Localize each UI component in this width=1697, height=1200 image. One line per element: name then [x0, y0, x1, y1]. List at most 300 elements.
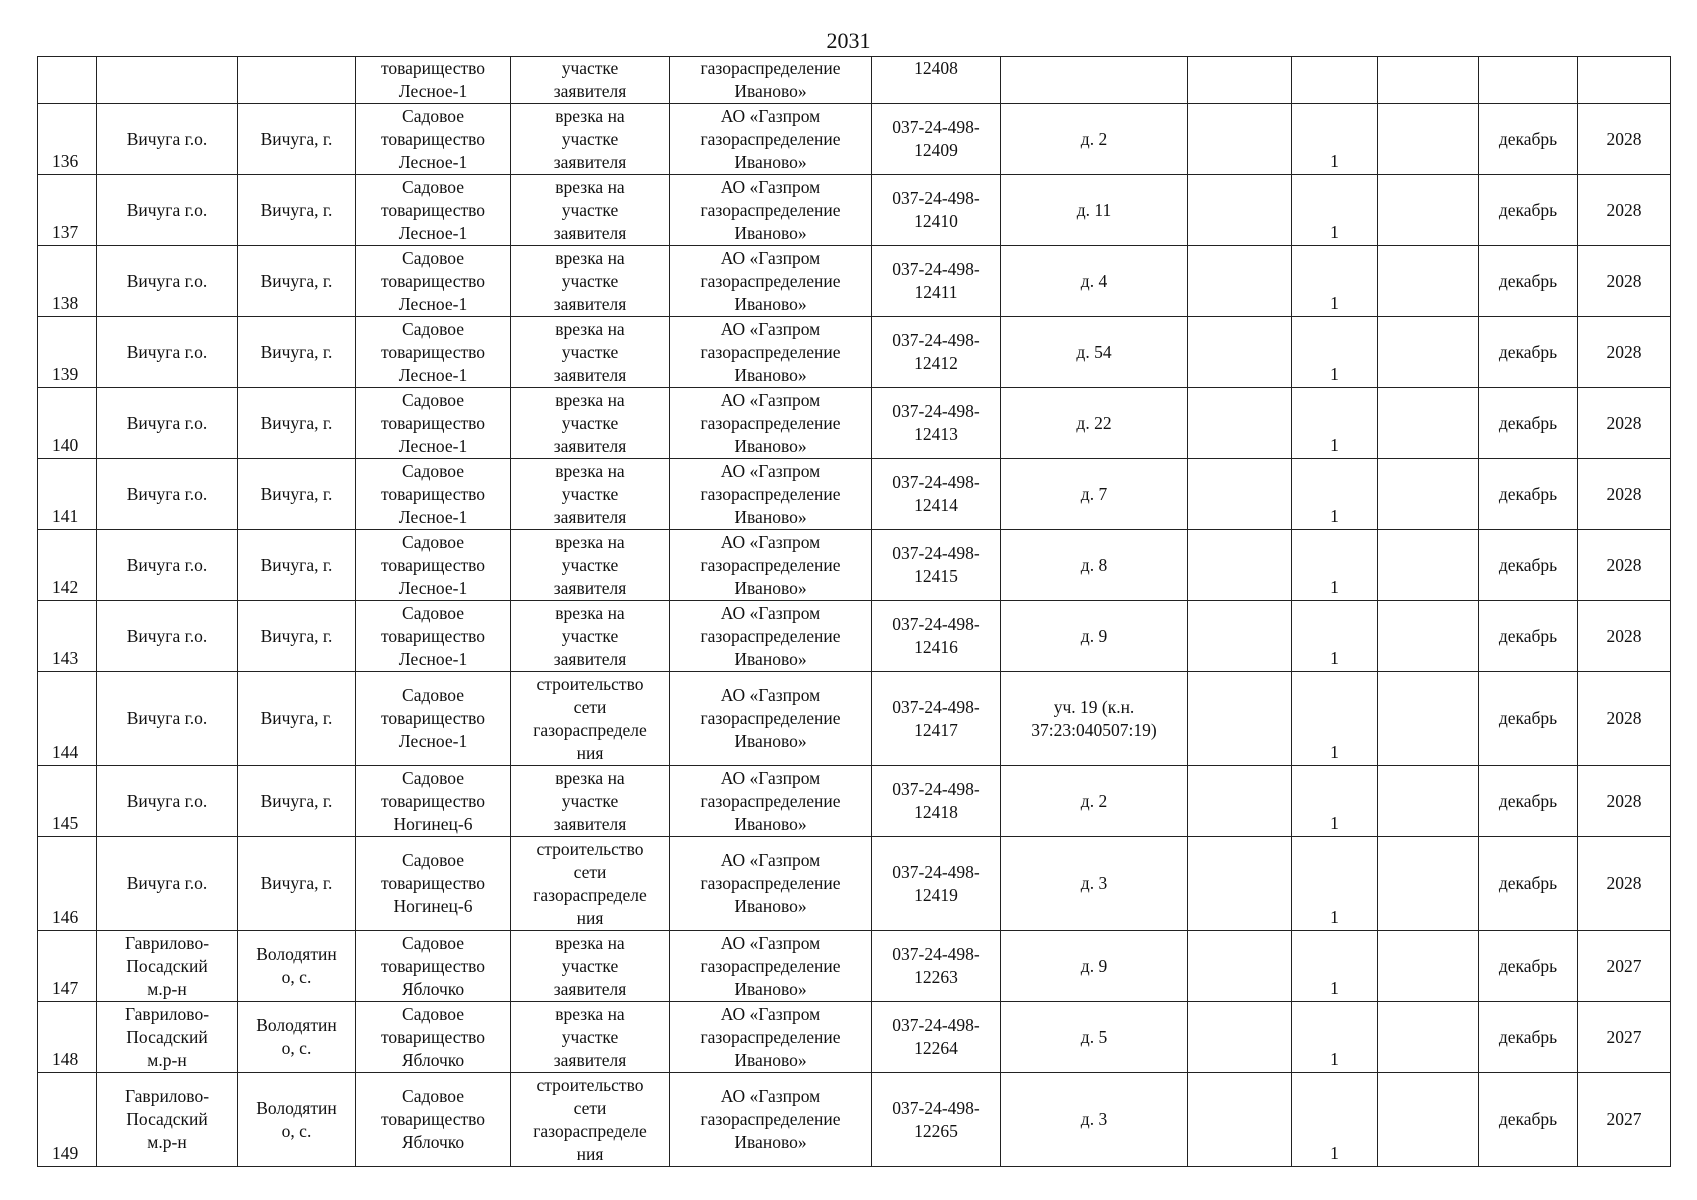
- cell-work-type: [511, 672, 670, 766]
- cell-locality: [238, 530, 356, 601]
- cell-address-line: 37:23:040507:19): [1031, 719, 1157, 740]
- cell-work-type-line: заявителя: [553, 648, 627, 669]
- cell-settlement-line: Садовое: [402, 850, 464, 870]
- cell-locality: [238, 837, 356, 931]
- cell-settlement: [356, 246, 511, 317]
- cell-organization-line: газораспределение: [700, 58, 841, 78]
- cell-settlement: [356, 388, 511, 459]
- cell-organization: [670, 1073, 872, 1167]
- cell-quantity: [1292, 57, 1378, 104]
- cell-settlement: [356, 931, 511, 1002]
- gas-connection-table: [37, 56, 1671, 1167]
- cell-district: [97, 837, 238, 931]
- cell-number: 149: [38, 1073, 97, 1167]
- cell-locality-line: Володятин: [256, 944, 337, 964]
- cell-code: [872, 57, 1001, 104]
- cell-code-line: 12418: [914, 802, 958, 822]
- cell-settlement: [356, 1002, 511, 1073]
- cell-quantity: 1: [1292, 388, 1378, 459]
- cell-locality: [238, 766, 356, 837]
- cell-organization: [670, 1002, 872, 1073]
- cell-organization-line: АО «Газпром: [720, 1003, 821, 1024]
- cell-settlement-line: товарищество: [380, 1109, 486, 1129]
- cell-settlement-line: Садовое: [402, 602, 464, 623]
- cell-address-line: д. 7: [1080, 483, 1108, 504]
- cell-organization-line: газораспределение: [700, 1109, 841, 1129]
- cell-organization-line: газораспределение: [700, 483, 841, 504]
- cell-empty-1: [1188, 57, 1292, 104]
- cell-district-line: Вичуга г.о.: [126, 128, 208, 149]
- cell-work-type-line: врезка на: [555, 247, 625, 268]
- cell-year: 2028: [1578, 246, 1671, 317]
- cell-work-type-line: заявителя: [553, 577, 627, 598]
- cell-year: 2028: [1578, 672, 1671, 766]
- cell-work-type-line: ния: [576, 742, 604, 763]
- cell-empty-1: [1188, 1073, 1292, 1167]
- cell-organization-line: Иваново»: [734, 978, 807, 999]
- cell-address-line: д. 9: [1080, 625, 1108, 646]
- cell-district-line: Гаврилово-: [124, 932, 210, 953]
- cell-code: [872, 104, 1001, 175]
- cell-locality: [238, 1073, 356, 1167]
- cell-code-line: 037-24-498-: [892, 1015, 980, 1035]
- cell-number: 136: [38, 104, 97, 175]
- cell-work-type-line: участке: [561, 955, 619, 976]
- cell-work-type: [511, 317, 670, 388]
- cell-district: [97, 104, 238, 175]
- cell-month: декабрь: [1479, 766, 1578, 837]
- cell-work-type-line: строительство: [536, 838, 644, 859]
- cell-number: 145: [38, 766, 97, 837]
- cell-district-line: м.р-н: [147, 978, 187, 999]
- cell-district: [97, 931, 238, 1002]
- cell-settlement-line: товарищество: [380, 955, 486, 976]
- cell-quantity: 1: [1292, 766, 1378, 837]
- cell-work-type-line: газораспределе: [533, 1120, 647, 1141]
- table-row: [38, 1073, 1671, 1167]
- cell-empty-1: [1188, 672, 1292, 766]
- cell-code-line: 037-24-498-: [892, 944, 980, 964]
- cell-locality: [238, 246, 356, 317]
- cell-work-type-line: участке: [561, 1026, 619, 1047]
- cell-year: 2028: [1578, 459, 1671, 530]
- cell-quantity: 1: [1292, 672, 1378, 766]
- cell-locality-line: Вичуга, г.: [260, 412, 333, 433]
- cell-work-type-line: врезка на: [555, 176, 625, 197]
- cell-settlement-line: Садовое: [402, 105, 464, 126]
- cell-code: [872, 601, 1001, 672]
- cell-organization: [670, 459, 872, 530]
- cell-settlement: [356, 317, 511, 388]
- cell-code: [872, 766, 1001, 837]
- cell-month: декабрь: [1479, 388, 1578, 459]
- cell-settlement-line: Садовое: [402, 460, 464, 481]
- cell-month: [1479, 57, 1578, 104]
- cell-month: декабрь: [1479, 1002, 1578, 1073]
- cell-organization-line: АО «Газпром: [720, 318, 821, 339]
- cell-organization-line: газораспределение: [700, 554, 841, 575]
- cell-organization: [670, 175, 872, 246]
- cell-district-line: Вичуга г.о.: [126, 625, 208, 646]
- cell-settlement-line: товарищество: [380, 58, 486, 78]
- cell-locality-line: о, с.: [281, 967, 312, 987]
- cell-month: декабрь: [1479, 104, 1578, 175]
- cell-locality-line: Вичуга, г.: [260, 625, 333, 646]
- cell-settlement-line: Садовое: [402, 1086, 464, 1106]
- cell-empty-2: [1378, 246, 1479, 317]
- cell-settlement-line: Лесное-1: [398, 435, 468, 456]
- cell-work-type-line: врезка на: [555, 531, 625, 552]
- cell-settlement-line: Яблочко: [401, 1049, 465, 1070]
- cell-district-line: м.р-н: [147, 1049, 187, 1070]
- cell-organization-line: Иваново»: [734, 648, 807, 669]
- cell-locality: [238, 601, 356, 672]
- cell-work-type: [511, 1073, 670, 1167]
- cell-organization-line: АО «Газпром: [720, 602, 821, 623]
- cell-year: 2027: [1578, 931, 1671, 1002]
- cell-work-type-line: заявителя: [553, 151, 627, 172]
- cell-code-line: 037-24-498-: [892, 188, 980, 208]
- cell-work-type-line: участке: [561, 483, 619, 504]
- cell-address: [1001, 530, 1188, 601]
- cell-settlement-line: Лесное-1: [398, 731, 468, 751]
- cell-code-line: 037-24-498-: [892, 330, 980, 350]
- cell-organization-line: газораспределение: [700, 1026, 841, 1047]
- cell-settlement-line: Садовое: [402, 389, 464, 410]
- cell-settlement-line: товарищество: [380, 128, 486, 149]
- cell-district: [97, 246, 238, 317]
- cell-code-line: 037-24-498-: [892, 861, 980, 882]
- cell-month: декабрь: [1479, 672, 1578, 766]
- cell-organization-line: Иваново»: [734, 222, 807, 243]
- cell-empty-1: [1188, 1002, 1292, 1073]
- cell-settlement-line: Лесное-1: [398, 364, 468, 385]
- cell-district-line: Гаврилово-: [124, 1086, 210, 1106]
- table-row: [38, 672, 1671, 766]
- cell-number: 141: [38, 459, 97, 530]
- cell-locality-line: Володятин: [256, 1015, 337, 1035]
- cell-address-line: уч. 19 (к.н.: [1053, 696, 1135, 717]
- cell-empty-2: [1378, 1002, 1479, 1073]
- cell-settlement-line: товарищество: [380, 790, 486, 811]
- cell-locality-line: Вичуга, г.: [260, 128, 333, 149]
- cell-work-type-line: сети: [573, 861, 607, 882]
- cell-organization: [670, 246, 872, 317]
- cell-organization-line: Иваново»: [734, 151, 807, 172]
- cell-organization-line: Иваново»: [734, 435, 807, 456]
- cell-district-line: Вичуга г.о.: [126, 199, 208, 220]
- cell-number: 138: [38, 246, 97, 317]
- cell-district-line: Вичуга г.о.: [126, 708, 208, 728]
- cell-year: 2027: [1578, 1073, 1671, 1167]
- cell-work-type-line: сети: [573, 1097, 607, 1118]
- cell-address: [1001, 104, 1188, 175]
- cell-settlement-line: товарищество: [380, 483, 486, 504]
- cell-empty-2: [1378, 104, 1479, 175]
- cell-year: [1578, 57, 1671, 104]
- cell-work-type-line: врезка на: [555, 389, 625, 410]
- cell-locality-line: о, с.: [281, 1038, 312, 1058]
- cell-year: 2028: [1578, 388, 1671, 459]
- cell-settlement-line: товарищество: [380, 270, 486, 291]
- cell-locality-line: Вичуга, г.: [260, 790, 333, 811]
- cell-empty-2: [1378, 388, 1479, 459]
- cell-code: [872, 530, 1001, 601]
- cell-locality-line: Вичуга, г.: [260, 708, 333, 728]
- cell-month: декабрь: [1479, 246, 1578, 317]
- cell-organization-line: Иваново»: [734, 506, 807, 527]
- cell-empty-1: [1188, 104, 1292, 175]
- cell-code: [872, 931, 1001, 1002]
- cell-organization-line: Иваново»: [734, 364, 807, 385]
- cell-organization-line: газораспределение: [700, 128, 841, 149]
- cell-locality-line: Володятин: [256, 1097, 337, 1118]
- cell-organization-line: АО «Газпром: [720, 389, 821, 410]
- cell-code-line: 12409: [914, 140, 958, 160]
- cell-organization-line: АО «Газпром: [720, 176, 821, 197]
- cell-work-type-line: участке: [561, 790, 619, 811]
- cell-settlement-line: товарищество: [380, 873, 486, 893]
- cell-code: [872, 317, 1001, 388]
- cell-organization-line: АО «Газпром: [720, 460, 821, 481]
- cell-district-line: Вичуга г.о.: [126, 554, 208, 575]
- cell-settlement-line: Садовое: [402, 531, 464, 552]
- cell-organization: [670, 530, 872, 601]
- cell-organization-line: Иваново»: [734, 1132, 807, 1152]
- cell-year: 2028: [1578, 104, 1671, 175]
- cell-work-type-line: газораспределе: [533, 884, 647, 905]
- cell-work-type-line: газораспределе: [533, 719, 647, 740]
- cell-code-line: 037-24-498-: [892, 1097, 980, 1118]
- cell-month: декабрь: [1479, 1073, 1578, 1167]
- cell-work-type-line: врезка на: [555, 460, 625, 481]
- cell-locality-line: о, с.: [281, 1120, 312, 1141]
- cell-locality: [238, 672, 356, 766]
- cell-work-type-line: заявителя: [553, 81, 627, 101]
- cell-code-line: 12416: [914, 637, 958, 657]
- table-row: [38, 931, 1671, 1002]
- cell-month: декабрь: [1479, 175, 1578, 246]
- cell-locality: [238, 1002, 356, 1073]
- cell-work-type: [511, 530, 670, 601]
- table-row: [38, 175, 1671, 246]
- cell-code: [872, 246, 1001, 317]
- cell-organization: [670, 317, 872, 388]
- cell-code-line: 037-24-498-: [892, 259, 980, 279]
- cell-work-type-line: участке: [561, 58, 619, 78]
- cell-settlement-line: Яблочко: [401, 978, 465, 999]
- cell-number: 148: [38, 1002, 97, 1073]
- cell-work-type-line: ния: [576, 907, 604, 928]
- cell-work-type: [511, 1002, 670, 1073]
- cell-locality: [238, 317, 356, 388]
- cell-year: 2028: [1578, 530, 1671, 601]
- cell-district: [97, 57, 238, 104]
- cell-address-line: д. 22: [1076, 412, 1112, 433]
- cell-year: 2027: [1578, 1002, 1671, 1073]
- cell-settlement-line: Садовое: [402, 247, 464, 268]
- cell-settlement-line: Садовое: [402, 767, 464, 788]
- cell-district: [97, 766, 238, 837]
- cell-code-line: 037-24-498-: [892, 543, 980, 563]
- cell-quantity: 1: [1292, 459, 1378, 530]
- cell-address: [1001, 246, 1188, 317]
- cell-code-line: 12415: [914, 566, 958, 586]
- cell-quantity: 1: [1292, 530, 1378, 601]
- cell-code: [872, 388, 1001, 459]
- cell-work-type-line: строительство: [536, 673, 644, 694]
- cell-locality: [238, 175, 356, 246]
- cell-settlement-line: Садовое: [402, 1003, 464, 1024]
- cell-address-line: д. 9: [1080, 955, 1108, 976]
- cell-locality-line: Вичуга, г.: [260, 554, 333, 575]
- cell-address-line: д. 11: [1076, 199, 1112, 220]
- table-row-continuation: [38, 57, 1671, 104]
- cell-code-line: 037-24-498-: [892, 117, 980, 137]
- cell-settlement-line: Лесное-1: [398, 293, 468, 314]
- table-row: [38, 1002, 1671, 1073]
- cell-work-type: [511, 388, 670, 459]
- cell-organization-line: АО «Газпром: [720, 531, 821, 552]
- cell-settlement-line: товарищество: [380, 708, 486, 728]
- cell-locality: [238, 388, 356, 459]
- cell-quantity: 1: [1292, 104, 1378, 175]
- cell-organization-line: газораспределение: [700, 341, 841, 362]
- cell-settlement-line: Лесное-1: [398, 81, 468, 101]
- cell-address-line: д. 2: [1080, 790, 1108, 811]
- table-row: [38, 388, 1671, 459]
- cell-address-line: д. 3: [1080, 1109, 1108, 1129]
- cell-settlement-line: Лесное-1: [398, 648, 468, 669]
- cell-year: 2028: [1578, 175, 1671, 246]
- table-row: [38, 317, 1671, 388]
- cell-work-type-line: участке: [561, 341, 619, 362]
- cell-code-line: 12417: [914, 719, 958, 740]
- cell-quantity: 1: [1292, 246, 1378, 317]
- cell-work-type-line: заявителя: [553, 364, 627, 385]
- cell-work-type-line: участке: [561, 554, 619, 575]
- cell-address-line: д. 8: [1080, 554, 1108, 575]
- cell-settlement-line: товарищество: [380, 199, 486, 220]
- cell-empty-2: [1378, 766, 1479, 837]
- cell-empty-2: [1378, 530, 1479, 601]
- cell-organization-line: АО «Газпром: [720, 1086, 821, 1106]
- cell-district-line: Вичуга г.о.: [126, 341, 208, 362]
- cell-work-type: [511, 459, 670, 530]
- cell-empty-1: [1188, 388, 1292, 459]
- cell-settlement: [356, 104, 511, 175]
- cell-district-line: м.р-н: [147, 1132, 187, 1152]
- cell-code-line: 12265: [914, 1120, 958, 1141]
- cell-organization-line: газораспределение: [700, 625, 841, 646]
- cell-organization: [670, 104, 872, 175]
- cell-settlement-line: товарищество: [380, 554, 486, 575]
- cell-organization-line: АО «Газпром: [720, 685, 821, 705]
- cell-organization-line: газораспределение: [700, 708, 841, 728]
- cell-settlement: [356, 766, 511, 837]
- cell-code-line: 12419: [914, 884, 958, 905]
- cell-organization: [670, 672, 872, 766]
- cell-district: [97, 530, 238, 601]
- cell-locality-line: Вичуга, г.: [260, 341, 333, 362]
- cell-district-line: Гаврилово-: [124, 1003, 210, 1024]
- cell-organization-line: АО «Газпром: [720, 247, 821, 268]
- cell-organization-line: газораспределение: [700, 199, 841, 220]
- cell-organization: [670, 931, 872, 1002]
- cell-number: 137: [38, 175, 97, 246]
- cell-empty-2: [1378, 931, 1479, 1002]
- cell-quantity: 1: [1292, 175, 1378, 246]
- cell-address: [1001, 459, 1188, 530]
- cell-organization: [670, 837, 872, 931]
- cell-settlement-line: Лесное-1: [398, 151, 468, 172]
- cell-empty-2: [1378, 601, 1479, 672]
- cell-work-type-line: участке: [561, 625, 619, 646]
- cell-district-line: Вичуга г.о.: [126, 483, 208, 504]
- cell-number: 144: [38, 672, 97, 766]
- cell-code-line: 12413: [914, 424, 958, 444]
- cell-organization-line: Иваново»: [734, 731, 807, 751]
- table-row: [38, 104, 1671, 175]
- table-row: [38, 837, 1671, 931]
- cell-quantity: 1: [1292, 1002, 1378, 1073]
- cell-settlement-line: Лесное-1: [398, 222, 468, 243]
- cell-settlement-line: Ногинец-6: [393, 896, 473, 916]
- cell-settlement: [356, 175, 511, 246]
- cell-settlement-line: Садовое: [402, 685, 464, 705]
- cell-organization-line: АО «Газпром: [720, 850, 821, 870]
- cell-empty-1: [1188, 530, 1292, 601]
- page-number: 2031: [826, 28, 871, 53]
- table-row: [38, 246, 1671, 317]
- cell-settlement-line: Садовое: [402, 318, 464, 339]
- cell-work-type-line: участке: [561, 270, 619, 291]
- cell-address: [1001, 601, 1188, 672]
- cell-code-line: 12263: [914, 967, 958, 987]
- cell-locality-line: Вичуга, г.: [260, 483, 333, 504]
- cell-address: [1001, 175, 1188, 246]
- cell-address: [1001, 57, 1188, 104]
- cell-address: [1001, 672, 1188, 766]
- cell-work-type-line: заявителя: [553, 813, 627, 834]
- cell-number: 143: [38, 601, 97, 672]
- cell-code-line: 12411: [914, 282, 958, 302]
- cell-organization: [670, 388, 872, 459]
- cell-code-line: 12410: [914, 211, 958, 231]
- cell-address: [1001, 1002, 1188, 1073]
- cell-address: [1001, 388, 1188, 459]
- cell-work-type-line: врезка на: [555, 602, 625, 623]
- cell-address: [1001, 1073, 1188, 1167]
- cell-district-line: Посадский: [126, 1026, 208, 1047]
- cell-code: [872, 175, 1001, 246]
- cell-work-type: [511, 837, 670, 931]
- cell-code: [872, 1002, 1001, 1073]
- cell-empty-2: [1378, 57, 1479, 104]
- cell-number: [38, 57, 97, 104]
- cell-work-type-line: строительство: [536, 1074, 644, 1095]
- cell-work-type-line: заявителя: [553, 1049, 627, 1070]
- cell-work-type-line: врезка на: [555, 932, 625, 953]
- cell-address-line: д. 5: [1080, 1026, 1108, 1047]
- cell-locality: [238, 459, 356, 530]
- cell-empty-2: [1378, 317, 1479, 388]
- cell-settlement: [356, 601, 511, 672]
- cell-organization-line: Иваново»: [734, 813, 807, 834]
- cell-work-type: [511, 766, 670, 837]
- cell-settlement: [356, 530, 511, 601]
- cell-organization-line: газораспределение: [700, 955, 841, 976]
